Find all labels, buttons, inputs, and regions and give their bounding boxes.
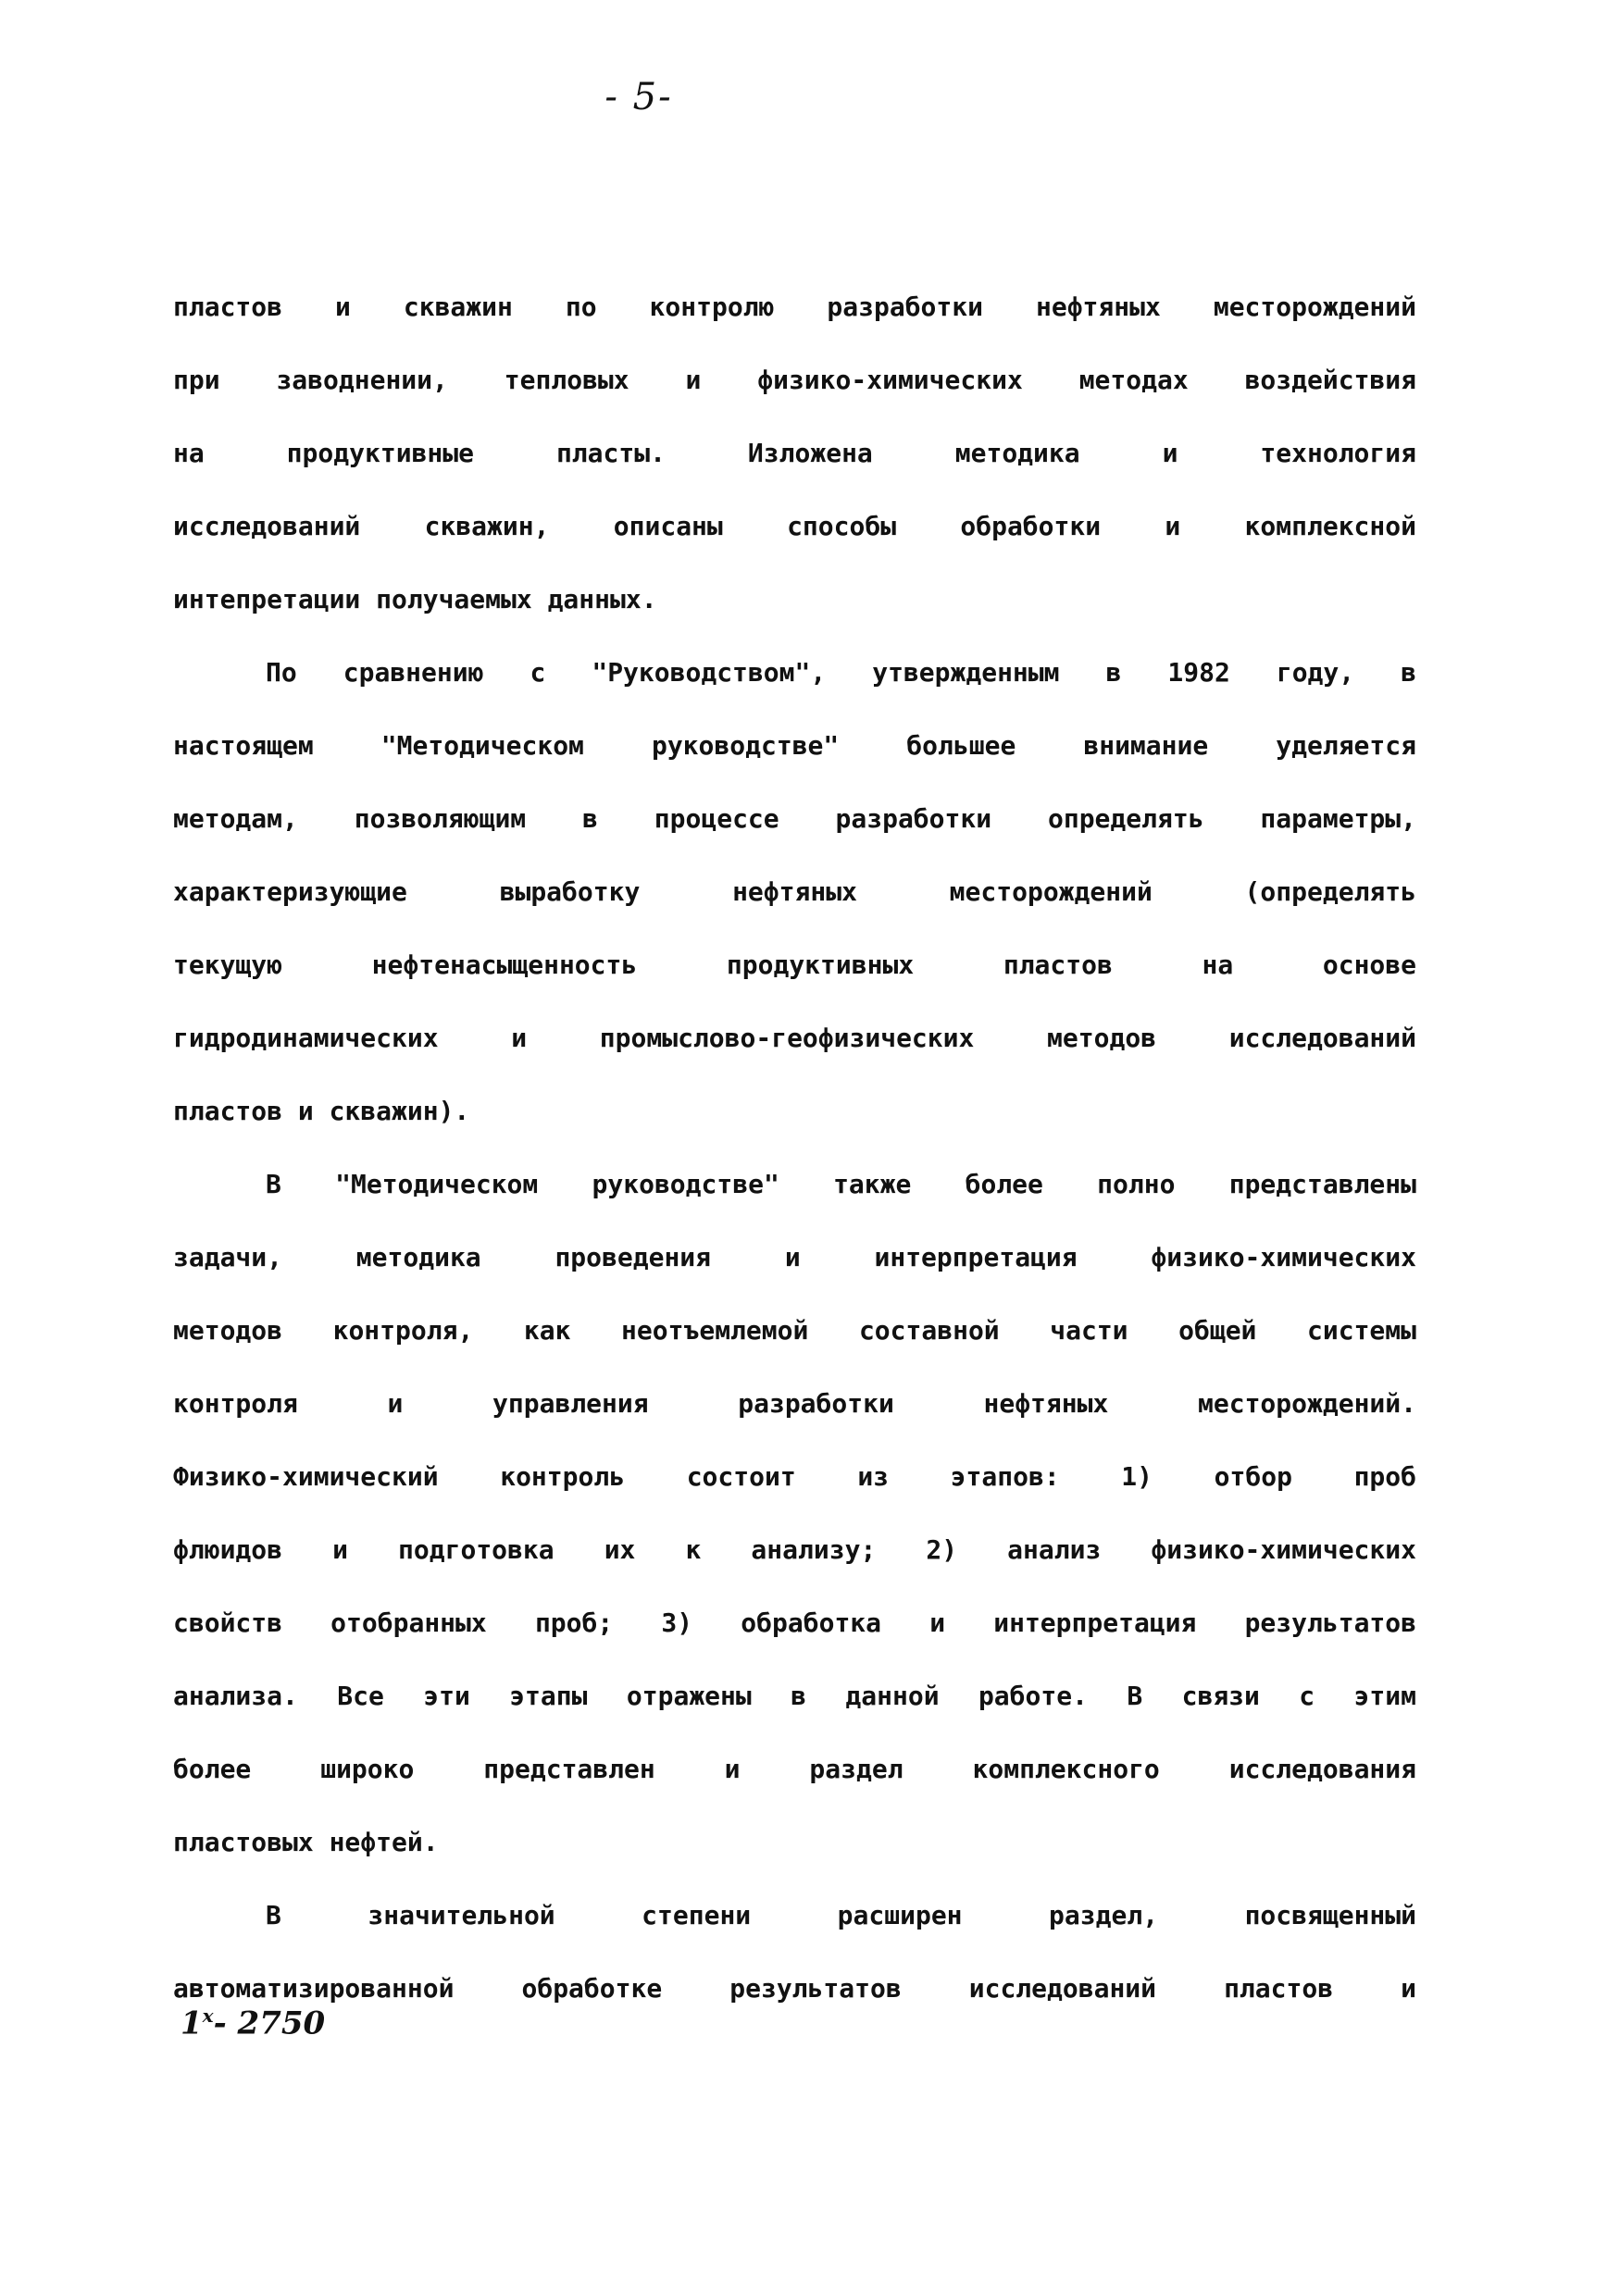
page-number: - 5- <box>604 76 673 118</box>
body-text <box>173 279 1416 2034</box>
text-line: пластов и скважин по контролю разработки нефтяных месторождений <box>173 292 1416 322</box>
footer-prefix: 1 <box>181 2004 203 2042</box>
text-line: исследований скважин, описаны способы обработки и комплексной <box>173 511 1416 541</box>
text-line: контроля и управления разработки нефтяных месторождений. <box>173 1388 1416 1419</box>
text-line: По сравнению с "Руководством", утвержденным в 1982 году, в <box>266 657 1416 688</box>
text-line: методов контроля, как неотъемлемой составной части общей системы <box>173 1315 1416 1346</box>
text-line: задачи, методика проведения и интерпретация физико-химических <box>173 1242 1416 1272</box>
text-line: пластовых нефтей. <box>173 1827 439 1857</box>
text-line: характеризующие выработку нефтяных месторождений (определять <box>173 876 1416 907</box>
text-line: настоящем "Методическом руководстве" большее внимание уделяется <box>173 730 1416 761</box>
footer-mark <box>181 2004 325 2042</box>
text-line: методам, позволяющим в процессе разработки определять параметры, <box>173 803 1416 834</box>
text-line: В "Методическом руководстве" также более полно представлены <box>266 1169 1416 1199</box>
text-line: анализа. Все эти этапы отражены в данной работе. В связи с этим <box>173 1681 1416 1711</box>
text-line: флюидов и подготовка их к анализу; 2) анализ физико-химических <box>173 1534 1416 1565</box>
text-line: текущую нефтенасыщенность продуктивных пластов на основе <box>173 949 1416 980</box>
text-line: пластов и скважин). <box>173 1096 470 1126</box>
footer-suffix: - 2750 <box>213 2004 326 2042</box>
text-line: свойств отобранных проб; 3) обработка и интерпретация результатов <box>173 1607 1416 1638</box>
footer-superscript: x <box>202 2004 214 2027</box>
text-line: при заводнении, тепловых и физико-химических методах воздействия <box>173 365 1416 395</box>
text-line: гидродинамических и промыслово-геофизических методов исследований <box>173 1023 1416 1053</box>
text-line: В значительной степени расширен раздел, посвященный <box>266 1900 1416 1930</box>
text-line: более широко представлен и раздел комплексного исследования <box>173 1754 1416 1784</box>
text-line: Физико-химический контроль состоит из этапов: 1) отбор проб <box>173 1461 1416 1492</box>
text-line: автоматизированной обработке результатов исследований пластов и <box>173 1973 1416 2004</box>
text-line: интепретации получаемых данных. <box>173 584 657 614</box>
text-line: на продуктивные пласты. Изложена методика и технология <box>173 438 1416 468</box>
